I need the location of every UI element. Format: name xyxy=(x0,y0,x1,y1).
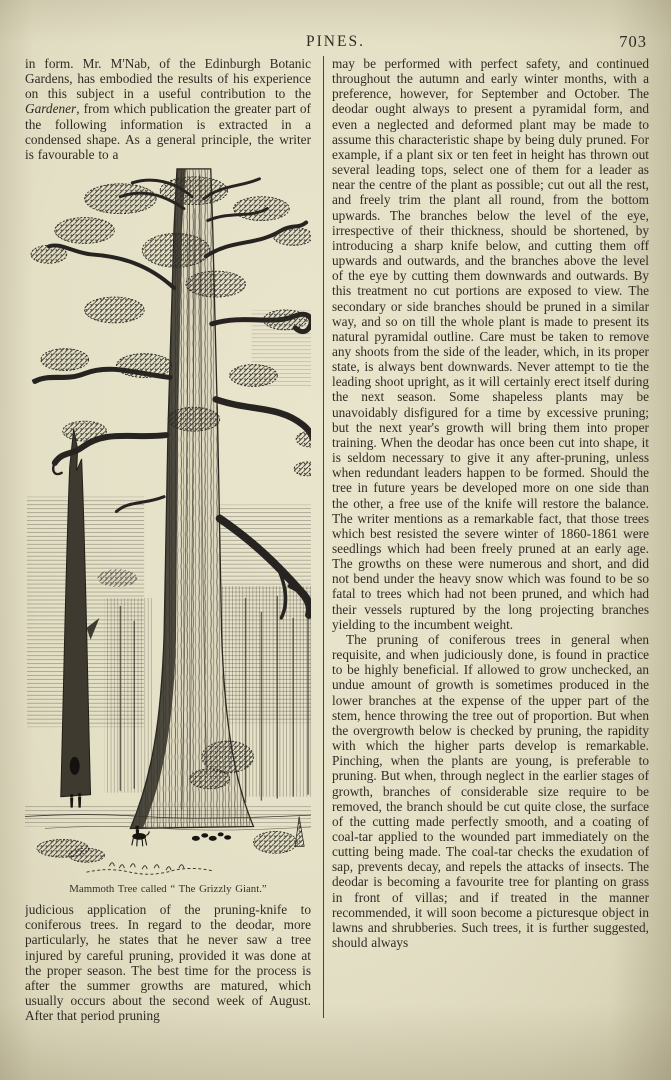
left-paragraph-top xyxy=(25,56,311,162)
tree-figure xyxy=(25,168,311,896)
left-paragraph-bottom: judicious application of the pruning-knife to coniferous trees. In regard to the deodar, more particularly, he states that he never saw a tree injured by careful pruning, provided it was done at the proper season. The best time for the process is after the summer growths are matured, which usually occurs about the second week of August. After that period pruning xyxy=(25,902,311,1024)
column-divider xyxy=(323,56,324,1018)
paragraph-text: , from which publication the greater part of the following information is extracted in a condensed shape. As a general principle, the writer is favourable to a xyxy=(25,101,311,162)
paragraph-text: in form. Mr. M'Nab, of the Edinburgh Botanic Gardens, has embodied the results of his experience on this subject in a useful contribution to the xyxy=(25,56,311,102)
text-columns xyxy=(25,56,650,1046)
page-number: 703 xyxy=(619,32,647,51)
ground xyxy=(25,805,311,830)
page-header xyxy=(0,33,671,55)
left-column xyxy=(25,56,311,1026)
italic-word: Gardener xyxy=(25,101,77,117)
figure-caption: Mammoth Tree called “ The Grizzly Giant.” xyxy=(69,883,267,896)
page-title: PINES. xyxy=(306,33,365,50)
grizzly-giant-illustration xyxy=(25,168,311,880)
right-paragraph-1: may be performed with perfect safety, and continued throughout the autumn and early winter months, with a preference, however, for September and October. The deodar ought always to present a pyramidal form, and even a neglected and deformed plant may be made to assume this characteristic shape by being duly pruned. For example, if a plant six or ten feet in height has thrown out several leading tops, select one of them for a leader as near the centre of the plant as possible; cut out all the rest, and freely trim the plant all round, from the bottom upwards. The branches below the level of the eye, irrespective of their thickness, should be shortened, by introducing a sharp knife below, and cutting them off upwards and outwards, and the branches above the level of the eye by cutting them downwards and outwards. By this treatment no cut portions are exposed to view. The secondary or side branches should be pruned in a similar way, and so on till the whole plant is made to present its natural pyramidal outline. Care must be taken to remove any shoots from the side of the leader, which, in its proper state, is always bent downwards. Never attempt to tie the leading shoot upright, as it will certainly erect itself during the next season. Some shapeless plants may be unavoidably disfigured for a time by excessive pruning; but the next year's growth will bring them into proper training. When the deodar has once been cut into shape, it is seldom necessary to give it any after-pruning, unless when redundant leaders happen to be formed. Should the tree in future years be developed more on one side than the other, a free use of the knife will restore the balance. The writer mentions as a remarkable fact, that those trees which best resisted the severe winter of 1860-1861 were seedlings which had been freely pruned at an early age. The growths on these were numerous and short, and did not bend under the heavy snow which was found to be so fatal to trees which had not been pruned, and which had their vessels ruptured by the long projecting branches yielding to the incumbent weight. xyxy=(332,56,649,632)
right-column xyxy=(332,56,649,1024)
right-paragraph-2: The pruning of coniferous trees in general when requisite, and when judiciously done, is found in practice to be highly beneficial. If allowed to grow unchecked, an undue amount of growth is sometimes produced in the lower branches at the expense of the upper part of the stem, hence throwing the tree out of proportion. But when the overgrowth below is checked by pruning, the rapidity with which the higher parts develop is remarkable. Pinching, when the plants are young, is preferable to pruning. But when, through neglect in the earlier stages of growth, branches of considerable size require to be removed, the branch should be cut quite close, the surface of the cutting made perfectly smooth, and a coating of coal-tar applied to the wounded part immediately on the cutting being made. The coal-tar checks the exudation of sap, prevents decay, and repels the attacks of insects. The deodar is becoming a favourite tree for planting on grass in front of villas; and if treated in the manner recommended, it will soon become a picturesque object in lawns and shrubberies. Such trees, it is further suggested, should always xyxy=(332,631,649,951)
